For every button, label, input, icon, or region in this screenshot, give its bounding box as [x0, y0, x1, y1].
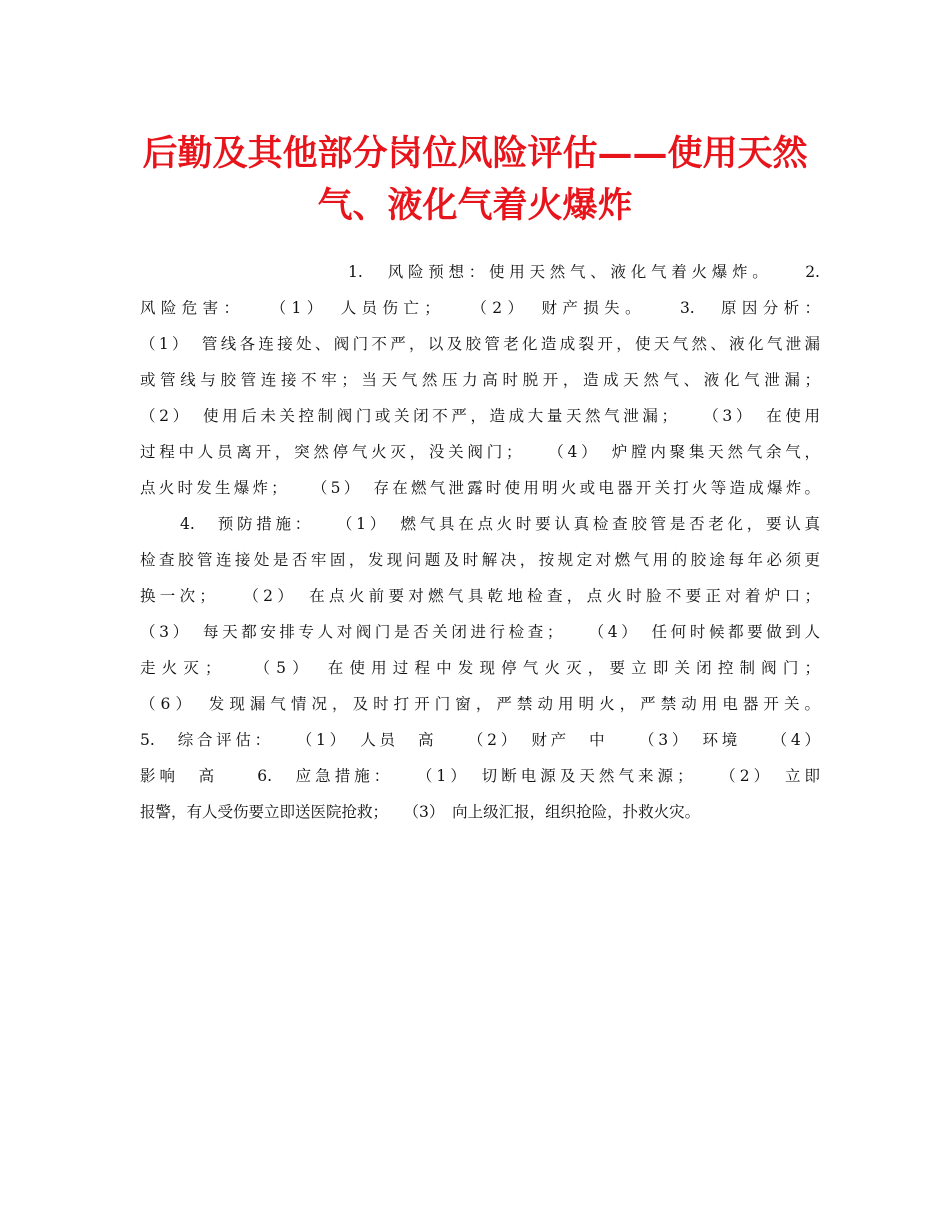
- body-line-16: 报警，有人受伤要立即送医院抢救； （3） 向上级汇报，组织抢险，扑救火灾。: [140, 803, 701, 821]
- body-line-9: 检查胶管连接处是否牢固，发现问题及时解决，按规定对燃气用的胶途每年必须更: [140, 551, 820, 569]
- body-line-5: （2） 使用后未关控制阀门或关闭不严，造成大量天然气泄漏； （3） 在使用: [140, 407, 820, 425]
- body-line-2: 风险危害： （1） 人员伤亡； （2） 财产损失。 3. 原因分析：: [140, 299, 820, 317]
- body-line-8: 4. 预防措施： （1） 燃气具在点火时要认真检查胶管是否老化，要认真: [180, 515, 820, 533]
- body-line-1: 1. 风险预想：使用天然气、液化气着火爆炸。 2.: [348, 263, 820, 281]
- title-line-1: 后勤及其他部分岗位风险评估——使用天然: [142, 133, 808, 174]
- body-line-6: 过程中人员离开，突然停气火灭，没关阀门； （4） 炉膛内聚集天然气余气，: [140, 443, 820, 461]
- title-line-2: 气、液化气着火爆炸: [317, 185, 633, 226]
- body-line-3: （1） 管线各连接处、阀门不严，以及胶管老化造成裂开，使天气然、液化气泄漏: [140, 335, 820, 353]
- body-line-14: 5. 综合评估： （1） 人员 高 （2） 财产 中 （3） 环境 （4）: [140, 731, 820, 749]
- body-line-12: 走火灭； （5） 在使用过程中发现停气火灭，要立即关闭控制阀门；: [140, 659, 820, 677]
- body-line-10: 换一次； （2） 在点火前要对燃气具乾地检查，点火时脸不要正对着炉口；: [140, 587, 820, 605]
- body-line-4: 或管线与胶管连接不牢；当天气然压力高时脱开，造成天然气、液化气泄漏；: [140, 371, 820, 389]
- body-line-7: 点火时发生爆炸； （5） 存在燃气泄露时使用明火或电器开关打火等造成爆炸。: [140, 479, 820, 497]
- body-line-15: 影响 高 6. 应急措施： （1） 切断电源及天然气来源； （2） 立即: [140, 767, 820, 785]
- body-line-11: （3） 每天都安排专人对阀门是否关闭进行检查； （4） 任何时候都要做到人: [140, 623, 820, 641]
- body-line-13: （6） 发现漏气情况，及时打开门窗，严禁动用明火，严禁动用电器开关。: [140, 695, 820, 713]
- document-body: [140, 254, 820, 830]
- document-title: [100, 128, 850, 232]
